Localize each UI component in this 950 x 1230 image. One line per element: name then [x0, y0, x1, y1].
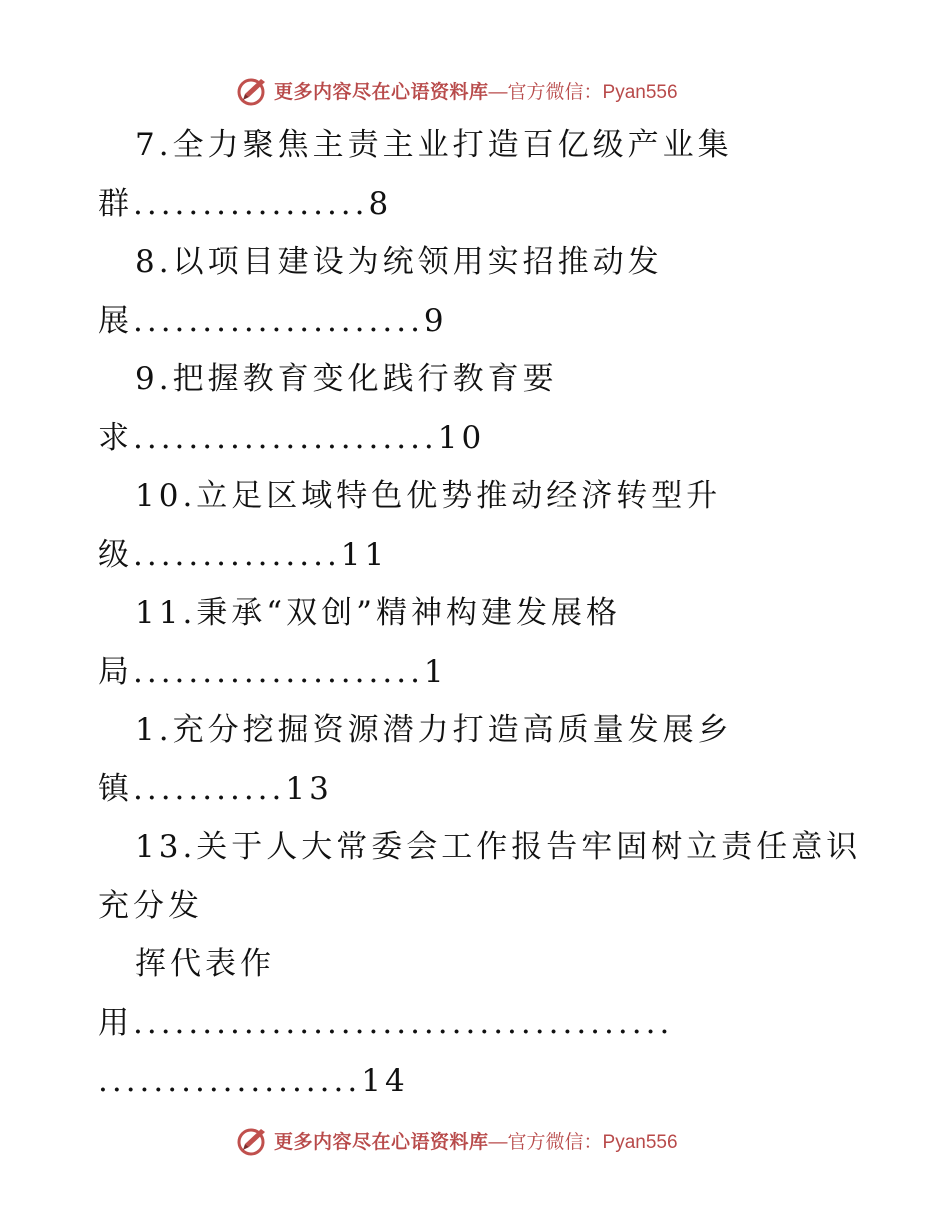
watermark-header	[236, 72, 678, 108]
watermark-contact: —官方微信：Pyan556	[488, 81, 678, 103]
toc-entry-11-page: 局.....................1	[98, 654, 448, 690]
toc-entry-13-cont: 充分发	[98, 888, 203, 924]
toc-entry-9: 9.把握教育变化践行教育要	[135, 361, 558, 397]
toc-entry-10: 10.立足区域特色优势推动经济转型升	[135, 478, 722, 514]
toc-entry-1-page: 镇...........13	[98, 771, 333, 807]
toc-entry-9-page: 求......................10	[98, 420, 486, 456]
toc-entry-13: 13.关于人大常委会工作报告牢固树立责任意识	[135, 829, 862, 865]
watermark-footer	[236, 1122, 678, 1158]
toc-entry-7: 7.全力聚焦主责主业打造百亿级产业集	[135, 127, 733, 163]
watermark-text: 更多内容尽在心语资料库	[274, 80, 489, 103]
toc-entry-13-cont2: 挥代表作	[135, 946, 275, 982]
toc-entry-13-leader: 用.......................................	[98, 1005, 674, 1041]
toc-entry-7-page: 群.................8	[98, 186, 393, 222]
watermark-contact: —官方微信：Pyan556	[488, 1131, 678, 1153]
toc-entry-11: 11.秉承“双创”精神构建发展格	[135, 595, 621, 631]
pen-logo-icon	[236, 1123, 270, 1157]
toc-entry-8: 8.以项目建设为统领用实招推动发	[135, 244, 663, 280]
toc-entry-1: 1.充分挖掘资源潜力打造高质量发展乡	[135, 712, 733, 748]
toc-entry-13-page: ...................14	[98, 1063, 409, 1099]
pen-logo-icon	[236, 73, 270, 107]
toc-entry-8-page: 展.....................9	[98, 303, 448, 339]
watermark-text: 更多内容尽在心语资料库	[274, 1130, 489, 1153]
toc-entry-10-page: 级...............11	[98, 537, 389, 573]
